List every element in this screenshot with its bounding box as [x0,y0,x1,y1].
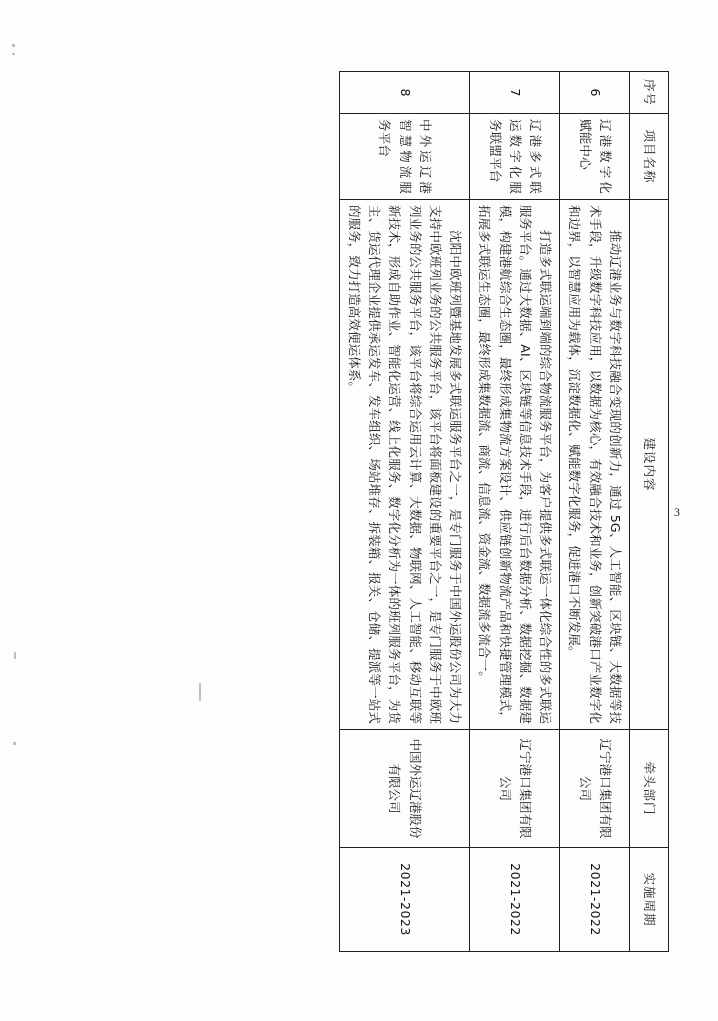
cell-project-name: 辽港数字化赋能中心 [560,113,630,199]
description-paragraph: 推动辽港业务与数字科技融合变现的创新力，通过 5G、人工智能、区块链、大数据等技术手段，升级数字科技应用，以数据为核心，有效融合技术和业务，创新突破港口产业数字化和边界，以智慧应用为载体，沉淀数据化、赋能数字化服务，促进港口不断发展。 [567,204,623,724]
project-plan-table [339,71,669,952]
cell-project-description [560,199,630,729]
description-paragraph: 沈阳中欧班列暨基地发展多式联运服务平台之一，是专门服务于中国外运股份公司为大力支持中欧班列业务的公共服务平台，该平台将面板建设的重要平台之一，是专门服务于中欧班列业务的公共服务平台，该平台将综合运用云计算、大数据、物联网、人工智能、移动互联等新技术，形成自助作业、智能化运营、线上化服务、数字化分析为一体的班列服务平台，为货主、货运代理企业提供承运发车、发车组织、场站堆存、拆装箱、报关、仓储、提派等一站式的服务，致力打造高效便运体系。 [347,204,464,724]
header-cell-no: 序号 [630,71,669,113]
cell-row-number: 7 [470,71,560,113]
cell-lead-department: 中国外运辽港股份有限公司 [339,729,470,847]
scan-speckle [13,742,16,745]
scan-speckle [12,53,15,55]
cell-implementation-period: 2021-2022 [470,847,560,951]
header-cell-dept: 牵头部门 [630,729,669,847]
page-number: 3 [674,504,680,519]
cell-row-number: 8 [339,71,470,113]
table-row [560,71,630,951]
header-cell-desc: 建设内容 [630,199,669,729]
cell-project-name: 辽港多式联运数字化服务联盟平台 [470,113,560,199]
rotated-table-region [49,71,669,951]
description-paragraph: 打造多式联运端到端的综合物流服务平台，为客户提供多式联运一体化综合性的多式联运服务平台。通过大数据、AI、区块链等信息技术手段，进行后台数据分析、数据挖掘、数据建模，构建港航综合生态圈，最终形成集物流方案设计、供应链创新物流产品和快捷管理模式，拓展多式联运生态圈，最终形成集数据流、商流、信息流、资金流、数据流多流合一。 [477,204,554,724]
header-cell-period: 实施周期 [630,847,669,951]
cell-project-description [470,199,560,729]
cell-row-number: 6 [560,71,630,113]
scan-speckle [12,44,15,47]
table-header-row [630,71,669,951]
scan-speckle [14,652,16,659]
cell-implementation-period: 2021-2022 [560,847,630,951]
table-row [470,71,560,951]
cell-lead-department: 辽宁港口集团有限公司 [470,729,560,847]
header-cell-name: 项目名称 [630,113,669,199]
cell-implementation-period: 2021-2023 [339,847,470,951]
cell-project-name: 中外运辽港智慧物流服务平台 [339,113,470,199]
cell-project-description [339,199,470,729]
cell-lead-department: 辽宁港口集团有限公司 [560,729,630,847]
table-row [339,71,470,951]
